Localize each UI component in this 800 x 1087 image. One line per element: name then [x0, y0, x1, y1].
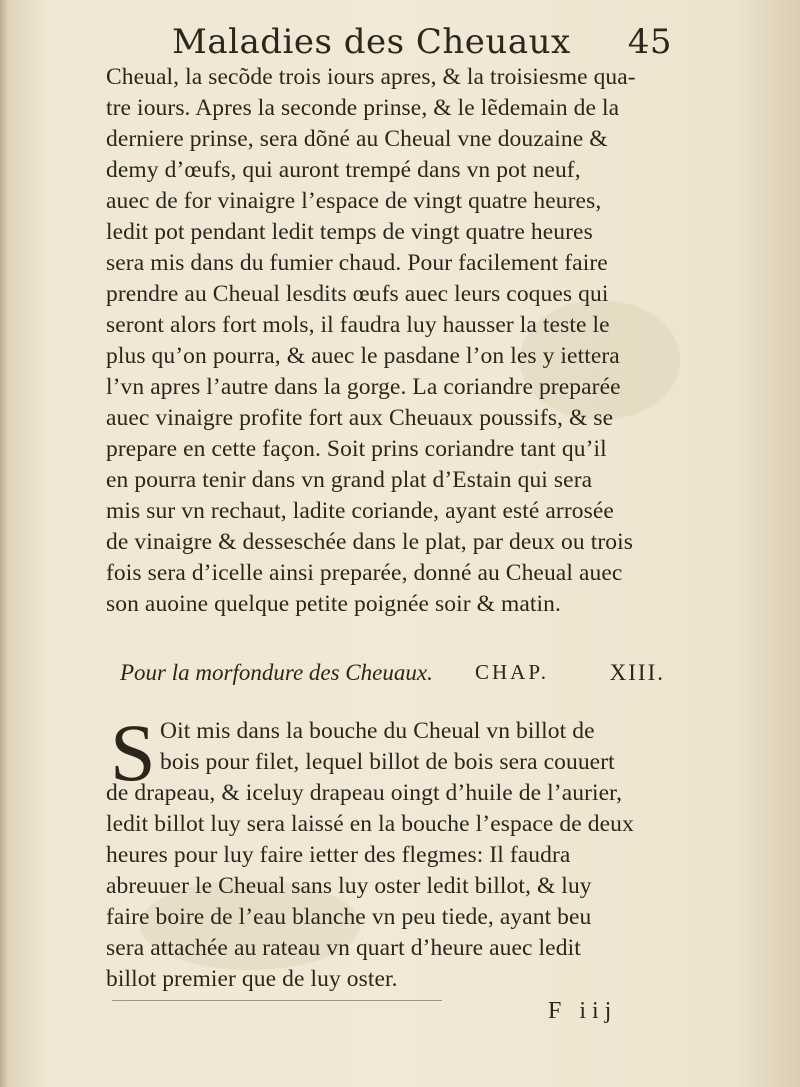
chapter-title: Pour la morfondure des Cheuaux.: [120, 660, 433, 685]
text-line: en pourra tenir dans vn grand plat d’Estain qui sera: [106, 467, 593, 493]
page-number: 45: [627, 22, 672, 62]
text-line: prepare en cette façon. Soit prins coriandre tant qu’il: [106, 436, 607, 462]
text-line: prendre au Cheual lesdits œufs auec leurs coques qui: [106, 281, 609, 307]
text-line: bois pour filet, lequel billot de bois sera couuert: [160, 749, 615, 775]
chapter-number: XIII.: [609, 660, 665, 685]
text-line: l’vn apres l’autre dans la gorge. La coriandre preparée: [106, 374, 621, 400]
text-line: sera mis dans du fumier chaud. Pour facilement faire: [106, 250, 608, 276]
text-line: plus qu’on pourra, & auec le pasdane l’on les y iettera: [106, 343, 620, 369]
text-line: tre iours. Apres la seconde prinse, & le lẽdemain de la: [106, 95, 620, 121]
text-line: fois sera d’icelle ainsi preparée, donné au Cheual auec: [106, 560, 623, 586]
running-head-title: Maladies des Cheuaux: [172, 22, 571, 62]
text-line: sera attachée au rateau vn quart d’heure auec ledit: [106, 935, 581, 961]
chapter-label: CHAP.: [475, 660, 549, 684]
text-line: Cheual, la secõde trois iours apres, & la troisiesme qua-: [106, 64, 636, 90]
page-edge-shadow: [0, 0, 8, 1087]
drop-cap: S: [110, 707, 156, 798]
signature-mark: F iij: [548, 998, 618, 1024]
text-line: demy d’œufs, qui auront trempé dans vn pot neuf,: [106, 157, 581, 183]
text-line: Oit mis dans la bouche du Cheual vn billot de: [160, 718, 595, 744]
text-line: billot premier que de luy oster.: [106, 966, 398, 992]
chapter-heading: [120, 660, 665, 694]
running-head: [172, 22, 672, 70]
text-line: derniere prinse, sera dõné au Cheual vne douzaine &: [106, 126, 608, 152]
text-line: faire boire de l’eau blanche vn peu tiede, ayant beu: [106, 904, 592, 930]
text-line: mis sur vn rechaut, ladite coriande, ayant esté arrosée: [106, 498, 614, 524]
text-line: ledit pot pendant ledit temps de vingt quatre heures: [106, 219, 593, 245]
handwritten-underline: [112, 1000, 442, 1001]
text-line: seront alors fort mols, il faudra luy hausser la teste le: [106, 312, 610, 338]
text-line: de drapeau, & iceluy drapeau oingt d’huile de l’aurier,: [106, 780, 623, 806]
text-line: son auoine quelque petite poignée soir & matin.: [106, 591, 562, 617]
text-line: ledit billot luy sera laissé en la bouche l’espace de deux: [106, 811, 634, 837]
text-line: auec vinaigre profite fort aux Cheuaux poussifs, & se: [106, 405, 614, 431]
text-line: de vinaigre & desseschée dans le plat, par deux ou trois: [106, 529, 634, 555]
text-line: auec de for vinaigre l’espace de vingt quatre heures,: [106, 188, 602, 214]
text-line: heures pour luy faire ietter des flegmes: Il faudra: [106, 842, 571, 868]
text-line: abreuuer le Cheual sans luy oster ledit billot, & luy: [106, 873, 592, 899]
